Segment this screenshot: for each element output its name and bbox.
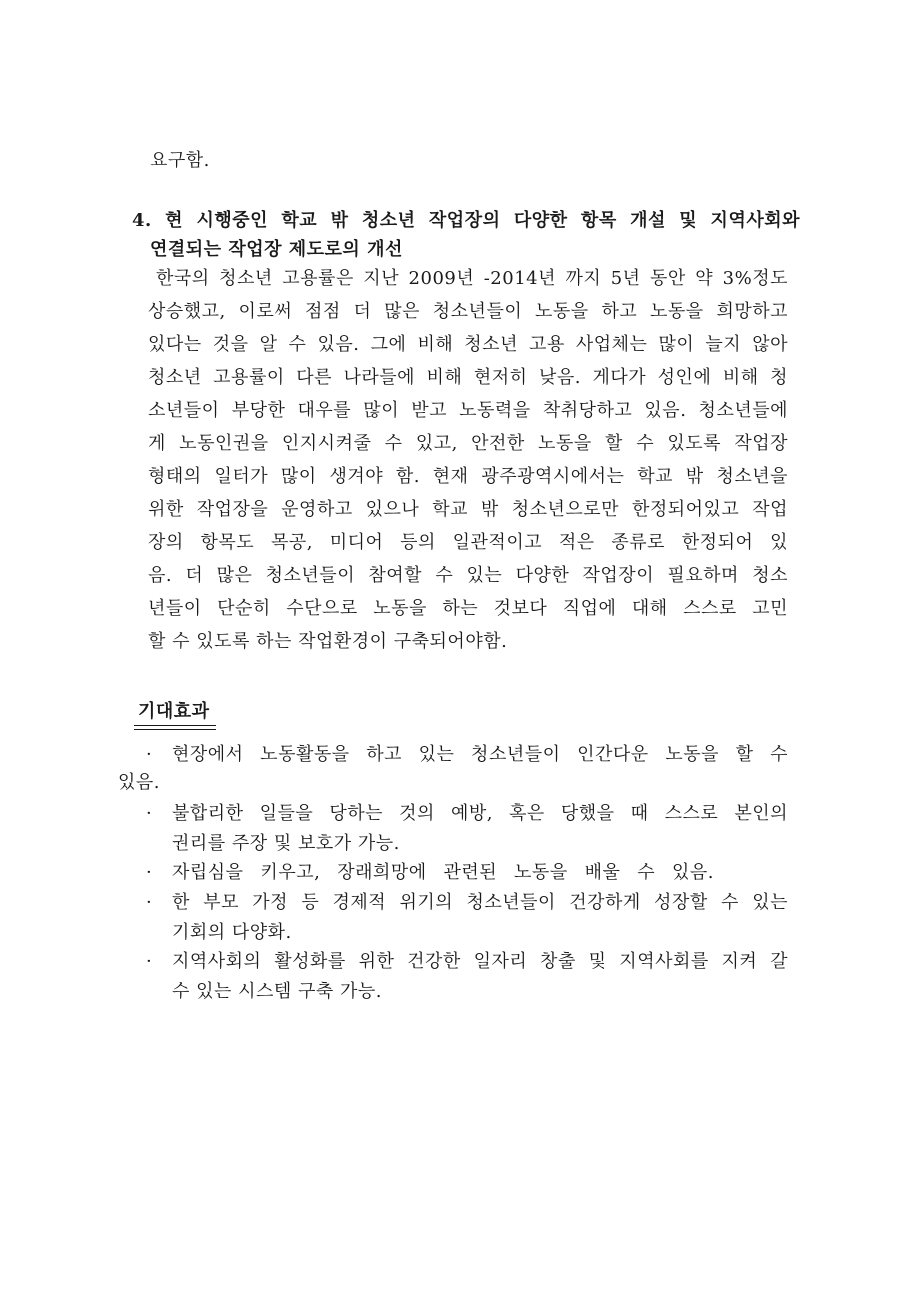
paragraph-line: 음. 더 많은 청소년들이 참여할 수 있는 다양한 작업장이 필요하며 청소 (148, 565, 788, 586)
list-item-line: 권리를 주장 및 보호가 가능. (172, 833, 400, 854)
list-item-line: 불합리한 일들을 당하는 것의 예방, 혹은 당했을 때 스스로 본인의 (172, 803, 788, 824)
paragraph-line: 상승했고, 이로써 점점 더 많은 청소년들이 노동을 하고 노동을 희망하고 (148, 301, 788, 322)
item4-heading-line2: 연결되는 작업장 제도로의 개선 (150, 239, 403, 260)
list-item-line: 자립심을 키우고, 장래희망에 관련된 노동을 배울 수 있음. (172, 862, 714, 883)
paragraph-line: 년들이 단순히 수단으로 노동을 하는 것보다 직업에 대해 스스로 고민 (148, 598, 788, 619)
paragraph-line: 장의 항목도 목공, 미디어 등의 일관적이고 적은 종류로 한정되어 있 (148, 532, 788, 553)
paragraph-line: 위한 작업장을 운영하고 있으나 학교 밖 청소년으로만 한정되어있고 작업 (148, 499, 788, 520)
paragraph-line: 형태의 일터가 많이 생겨야 함. 현재 광주광역시에서는 학교 밖 청소년을 (148, 466, 788, 487)
item4-heading-line1: 4. 현 시행중인 학교 밖 청소년 작업장의 다양한 항목 개설 및 지역사회와 (132, 210, 800, 231)
list-item-line: 수 있는 시스템 구축 가능. (172, 981, 382, 1002)
bullet-icon: · (146, 951, 152, 972)
paragraph-line: 할 수 있도록 하는 작업환경이 구축되어야함. (148, 631, 508, 652)
expected-effects-heading: 기대효과 (138, 701, 210, 722)
list-item-line: 한 부모 가정 등 경제적 위기의 청소년들이 건강하게 성장할 수 있는 (172, 892, 788, 913)
list-item-line: 있음. (118, 772, 160, 793)
bullet-icon: · (146, 744, 152, 765)
list-item-line: 기회의 다양화. (172, 922, 292, 943)
paragraph-line: 있다는 것을 알 수 있음. 그에 비해 청소년 고용 사업체는 많이 늘지 않아 (148, 334, 788, 355)
heading-double-underline (134, 725, 216, 730)
bullet-icon: · (146, 862, 152, 883)
bullet-icon: · (146, 892, 152, 913)
list-item-line: 현장에서 노동활동을 하고 있는 청소년들이 인간다운 노동을 할 수 (172, 744, 788, 765)
paragraph-line: 소년들이 부당한 대우를 많이 받고 노동력을 착취당하고 있음. 청소년들에 (148, 400, 788, 421)
bullet-icon: · (146, 803, 152, 824)
paragraph-line: 게 노동인권을 인지시켜줄 수 있고, 안전한 노동을 할 수 있도록 작업장 (148, 433, 788, 454)
intro-fragment: 요구함. (150, 150, 210, 171)
paragraph-line: 한국의 청소년 고용률은 지난 2009년 -2014년 까지 5년 동안 약 3%정도 (156, 268, 788, 289)
paragraph-line: 청소년 고용률이 다른 나라들에 비해 현저히 낮음. 게다가 성인에 비해 청 (148, 367, 788, 388)
list-item-line: 지역사회의 활성화를 위한 건강한 일자리 창출 및 지역사회를 지켜 갈 (172, 951, 788, 972)
